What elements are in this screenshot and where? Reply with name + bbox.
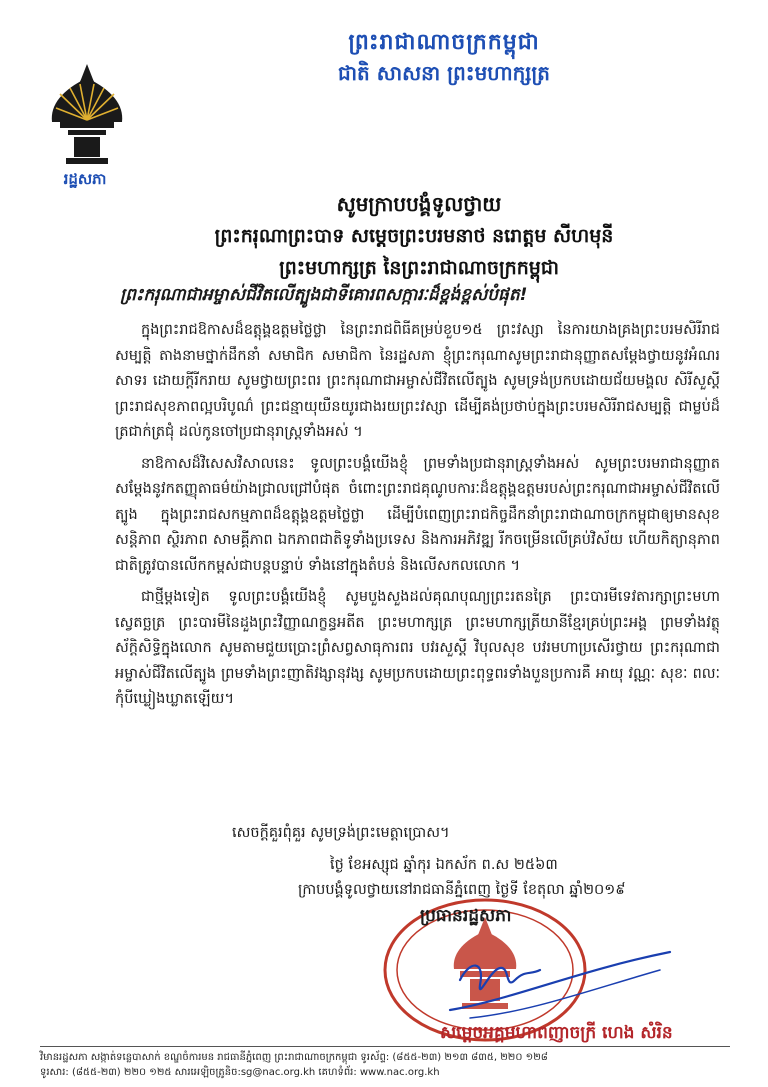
footer-divider [40,1046,730,1047]
lunar-date: ថ្ងៃ ខែអស្សុជ ឆ្នាំកុរ ឯកស័ក ព.ស ២៥៦៣ [330,857,558,873]
signature-icon [430,940,680,1030]
letter-footer [40,1050,730,1080]
body-paragraph-1: ក្នុងព្រះរាជឱកាសដ៏ឧត្តុង្គឧត្តមថ្លៃថ្លា នៃព្រះរាជពិធីគម្រប់ខួប១៥ ព្រះវស្សា នៃការយាងគ្រងព្រះបរមសិរីរាជសម្បត្តិ តាងនាមថ្នាក់ដឹកនាំ សមាជិក សមាជិកា នៃរដ្ឋសភា ខ្ញុំព្រះករុណាសូមព្រះរាជានុញ្ញាតសម្តែងថ្វាយនូវអំណរសាទរ ដោយក្តីរីករាយ សូមថ្វាយព្រះពរ ព្រះករុណាជាអម្ចាស់ជីវិតលើត្បូង សូមទ្រង់ប្រកបដោយជ័យមង្គល សិរីសួស្តី ព្រះរាជសុខភាពល្អបរិបូណ៌ ព្រះជន្មាយុយឺនយូរជាងរយព្រះវស្សា ដើម្បីគង់ប្រថាប់ក្នុងព្រះបរមសិរីរាជសម្បត្តិ ជាម្លប់ដ៏ត្រជាក់ត្រជុំ ដល់កូនចៅប្រជានុរាស្ត្រទាំងអស់ ។ [115,322,720,440]
footer-line-1: វិមានរដ្ឋសភា សង្កាត់ទន្លេបាសាក់ ខណ្ឌចំការមន រាជធានីភ្នំពេញ ព្រះរាជាណាចក្រកម្ពុជា ទូរស័ព្ទ: (៨៥៥-២៣) ២១៣ ៨៣៥, ២២០ ១២៨ [40,1052,548,1063]
kingdom-title: ព្រះរាជាណាចក្រកម្ពុជា [348,30,540,55]
solar-date: ក្រាបបង្គំទូលថ្វាយនៅរាជធានីភ្នំពេញ ថ្ងៃទី ខែតុលា ឆ្នាំ២០១៩ [298,882,626,898]
salutation: ព្រះករុណាជាអម្ចាស់ជីវិតលើត្បូងជាទីគោរពសក្ការៈដ៏ខ្ពង់ខ្ពស់បំផុត! [120,285,528,305]
closing-line: សេចក្តីគួរពុំគួរ សូមទ្រង់ព្រះមេត្តាប្រោស។ [232,825,450,841]
senate-label: រដ្ឋសភា [63,170,107,188]
address-block [0,188,768,284]
signer-name: សម្តេចអគ្គមហាពញាចក្រី ហេង សំរិន [440,1023,673,1043]
address-line-2: ព្រះករុណាព្រះបាទ សម្តេចព្រះបរមនាថ នរោត្តម សីហមុនី [214,225,614,247]
address-line-3: ព្រះមហាក្សត្រ នៃព្រះរាជាណាចក្រកម្ពុជា [279,257,559,279]
footer-line-2: ទូរសារ: (៨៥៥-២៣) ២២០ ១២៥ សារអេឡិចត្រូនិច:sg@nac.org.kh គេហទំព័រ: www.nac.org.kh [40,1067,440,1078]
body-paragraph-3: ជាថ្មីម្តងទៀត ទូលព្រះបង្គំយើងខ្ញុំ សូមបួងសួងដល់គុណបុណ្យព្រះរតនត្រៃ ព្រះបារមីទេវតារក្សាព្រះមហាស្វេតច្ឆត្រ ព្រះបារមីនៃដួងព្រះវិញ្ញាណក្ខន្ធអតីត ព្រះមហាក្សត្រ ព្រះមហាក្សត្រីយានីខ្មែរគ្រប់ព្រះអង្គ ព្រមទាំងវត្ថុស័ក្តិសិទ្ធិក្នុងលោក សូមតាមជួយប្រោះព្រំសព្វសាធុការពរ បវរសួស្តី វិបុលសុខ បវរមហាប្រសើរថ្វាយ ព្រះករុណាជាអម្ចាស់ជីវិតលើត្បូង ព្រមទាំងព្រះញាតិវង្សានុវង្ស សូមប្រកបដោយព្រះពុទ្ធពរទាំងបួនប្រការគឺ អាយុ វណ្ណៈ សុខៈ ពលៈ កុំបីឃ្លៀងឃ្លាតឡើយ។ [115,589,720,707]
national-motto: ជាតិ សាសនា ព្រះមហាក្សត្រ [338,61,550,85]
body-paragraph-2: នាឱកាសដ៏វិសេសវិសាលនេះ ទូលព្រះបង្គំយើងខ្ញុំ ព្រមទាំងប្រជានុរាស្ត្រទាំងអស់ សូមព្រះបរមរាជានុញ្ញាតសម្តែងនូវកតញ្ញុតាធម៌យ៉ាងជ្រាលជ្រៅបំផុត ចំពោះព្រះរាជគុណូបការៈដ៏ឧត្តុង្គឧត្តមរបស់ព្រះករុណាជាអម្ចាស់ជីវិតលើត្បូង ក្នុងព្រះរាជសកម្មភាពដ៏ឧត្តុង្គឧត្តមថ្លៃថ្លា ដើម្បីបំពេញព្រះរាជកិច្ចដឹកនាំព្រះរាជាណាចក្រកម្ពុជាឲ្យមានសុខសន្តិភាព ស្ថិរភាព សាមគ្គីភាព ឯកភាពជាតិទូទាំងប្រទេស និងការអភិវឌ្ឍ រីកចម្រើនលើគ្រប់វិស័យ ហើយកិត្យានុភាពជាតិត្រូវបានលើកកម្ពស់ជាបន្តបន្ទាប់ ទាំងនៅក្នុងតំបន់ និងលើសកលលោក ។ [115,455,720,574]
address-line-1: សូមក្រាបបង្គំទូលថ្វាយ [336,192,502,216]
letter-header [0,28,768,88]
president-title: ប្រធានរដ្ឋសភា [420,906,512,926]
letter-body [115,318,720,719]
